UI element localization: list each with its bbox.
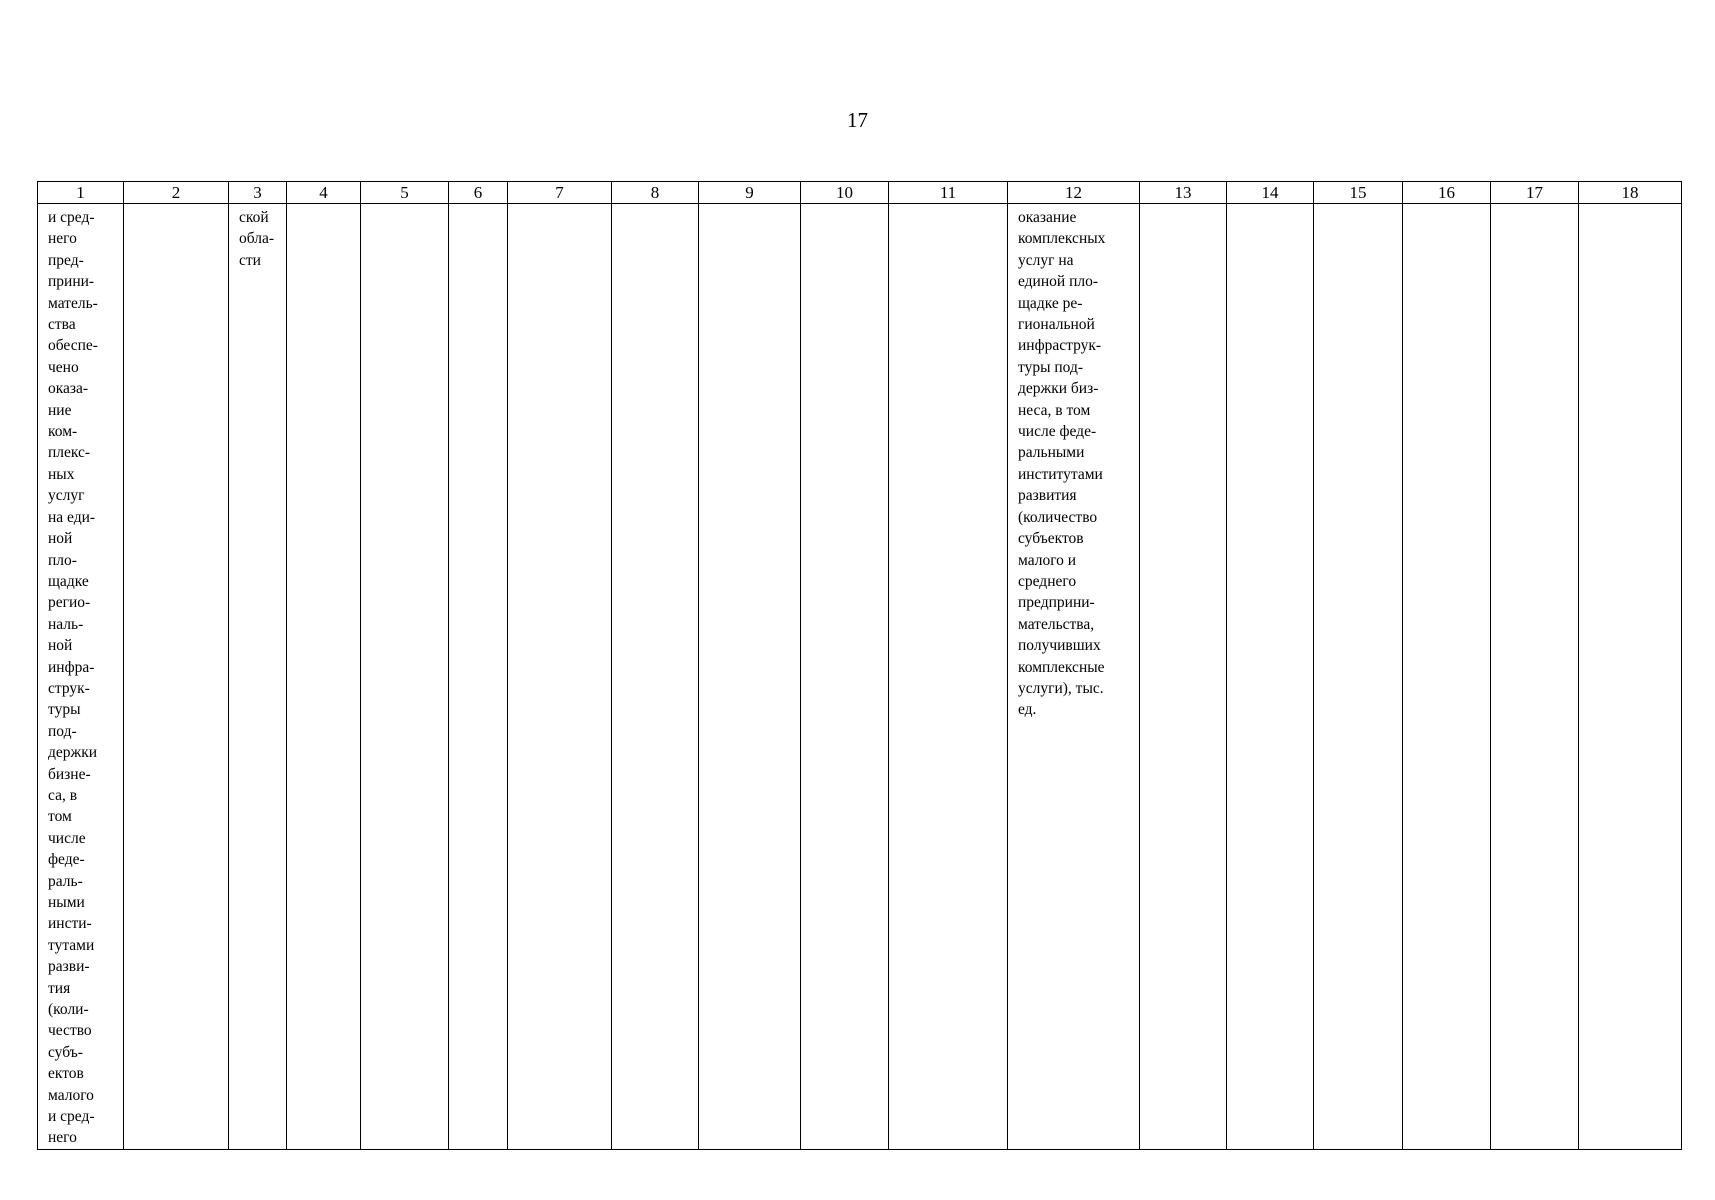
- column-header: 2: [124, 182, 229, 204]
- table-cell: [1314, 204, 1403, 1150]
- column-header: 12: [1008, 182, 1140, 204]
- table-cell: [361, 204, 449, 1150]
- table-row: [38, 204, 1682, 1150]
- table-cell: [889, 204, 1008, 1150]
- column-header: 13: [1140, 182, 1227, 204]
- table-cell: [1579, 204, 1682, 1150]
- table-cell: и сред- него пред- прини- матель- ства обеспе- чено оказа- ние ком- плекс- ных услуг на еди- ной пло- щадке регио- наль- ной инфра- струк- туры под- держки бизне- са, в том числе феде- раль- ными инсти- тутами разви- тия (коли- чество субъ- ектов малого и сред- него: [38, 204, 124, 1150]
- column-header: 8: [612, 182, 699, 204]
- table-cell: [1227, 204, 1314, 1150]
- data-table: [37, 181, 1682, 1150]
- column-header: 16: [1403, 182, 1491, 204]
- table-cell: [801, 204, 889, 1150]
- column-header: 3: [229, 182, 287, 204]
- header-row: [38, 182, 1682, 204]
- column-header: 5: [361, 182, 449, 204]
- table-cell: [1140, 204, 1227, 1150]
- page-number: 17: [847, 108, 868, 132]
- column-header: 15: [1314, 182, 1403, 204]
- table-cell: [124, 204, 229, 1150]
- table-cell: оказание комплексных услуг на единой пло- щадке ре- гиональной инфраструк- туры под- держки биз- неса, в том числе феде- ральными институтами развития (количество субъектов малого и среднего предприни- мательства, получивших комплексные услуги), тыс. ед.: [1008, 204, 1140, 1150]
- table-cell: [699, 204, 801, 1150]
- column-header: 9: [699, 182, 801, 204]
- column-header: 10: [801, 182, 889, 204]
- column-header: 17: [1491, 182, 1579, 204]
- column-header: 18: [1579, 182, 1682, 204]
- table-cell: [1403, 204, 1491, 1150]
- column-header: 11: [889, 182, 1008, 204]
- column-header: 7: [508, 182, 612, 204]
- column-header: 6: [449, 182, 508, 204]
- column-header: 14: [1227, 182, 1314, 204]
- table-cell: [1491, 204, 1579, 1150]
- table-cell: [287, 204, 361, 1150]
- table-cell: ской обла- сти: [229, 204, 287, 1150]
- table-cell: [612, 204, 699, 1150]
- table-cell: [508, 204, 612, 1150]
- table-cell: [449, 204, 508, 1150]
- column-header: 1: [38, 182, 124, 204]
- column-header: 4: [287, 182, 361, 204]
